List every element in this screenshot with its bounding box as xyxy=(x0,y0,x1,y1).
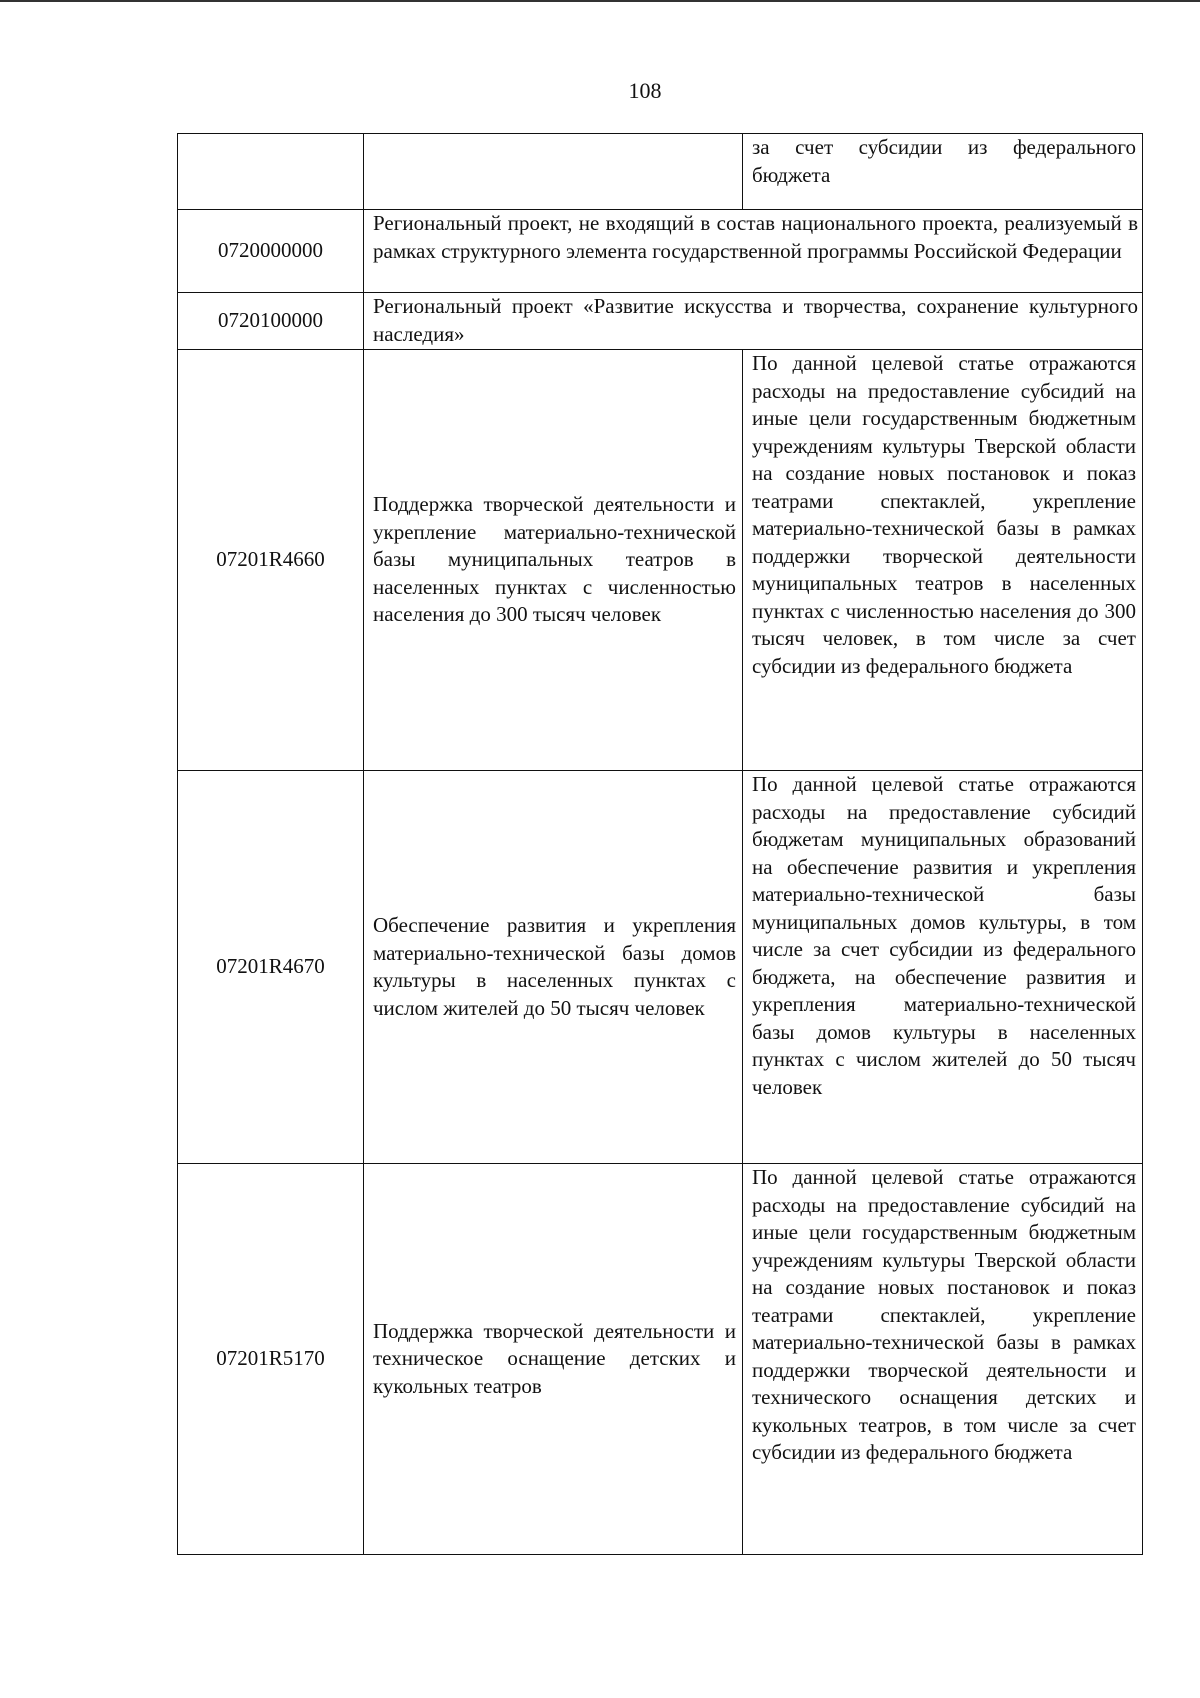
description-cell xyxy=(743,350,1143,771)
table-row xyxy=(178,293,1143,350)
code-cell xyxy=(178,134,364,210)
merged-text-cell: Региональный проект «Развитие искусства и творчества, сохранение культурного наследия» xyxy=(364,293,1143,350)
description-cell xyxy=(743,771,1143,1164)
name-cell xyxy=(364,1164,743,1555)
table-row xyxy=(178,350,1143,771)
description-cell: за счет субсидии из федерального бюджета xyxy=(743,134,1143,210)
table-row xyxy=(178,134,1143,210)
table-row xyxy=(178,1164,1143,1555)
name-cell xyxy=(364,134,743,210)
name-cell xyxy=(364,350,743,771)
table-row xyxy=(178,771,1143,1164)
name-text: Поддержка творческой деятельности и техническое оснащение детских и кукольных театров xyxy=(373,1318,736,1398)
description-text: По данной целевой статье отражаются расходы на предоставление субсидий на иные цели государственным бюджетным учреждениям культуры Тверской области на создание новых постановок и показ театрами спектаклей, укрепление материально-технической базы в рамках поддержки творческой деятельности и технического оснащения детских и кукольных театров, в том числе за счет субсидии из федерального бюджета xyxy=(752,1165,1136,1464)
name-text: Поддержка творческой деятельности и укрепление материально-технической базы муниципальных театров в населенных пунктах с численностью населения до 300 тысяч человек xyxy=(373,492,736,627)
description-text: По данной целевой статье отражаются расходы на предоставление субсидий на иные цели государственным бюджетным учреждениям культуры Тверской области на создание новых постановок и показ театрами спектаклей, укрепление материально-технической базы в рамках поддержки творческой деятельности муниципальных театров в населенных пунктах с численностью населения до 300 тысяч человек, в том числе за счет субсидии из федерального бюджета xyxy=(752,351,1136,678)
code-cell: 07201R4670 xyxy=(178,771,364,1164)
name-text: Обеспечение развития и укрепления материально-технической базы домов культуры в населенных пунктах с числом жителей до 50 тысяч человек xyxy=(373,913,736,1020)
name-cell xyxy=(364,771,743,1164)
merged-text-cell: Региональный проект, не входящий в состав национального проекта, реализуемый в рамках структурного элемента государственной программы Российской Федерации xyxy=(364,210,1143,293)
budget-classification-table xyxy=(177,133,1143,1555)
code-cell: 07201R4660 xyxy=(178,350,364,771)
table-row xyxy=(178,210,1143,293)
code-cell: 0720100000 xyxy=(178,293,364,350)
description-text: По данной целевой статье отражаются расходы на предоставление субсидий бюджетам муниципальных образований на обеспечение развития и укрепления материально-технической базы муниципальных домов культуры, в том числе за счет субсидии из федерального бюджета, на обеспечение развития и укрепления материально-технической базы домов культуры в населенных пунктах с числом жителей до 50 тысяч человек xyxy=(752,772,1136,1099)
code-cell: 07201R5170 xyxy=(178,1164,364,1555)
top-border-line xyxy=(0,0,1200,2)
description-cell xyxy=(743,1164,1143,1555)
code-cell: 0720000000 xyxy=(178,210,364,293)
page-number: 108 xyxy=(628,78,662,103)
